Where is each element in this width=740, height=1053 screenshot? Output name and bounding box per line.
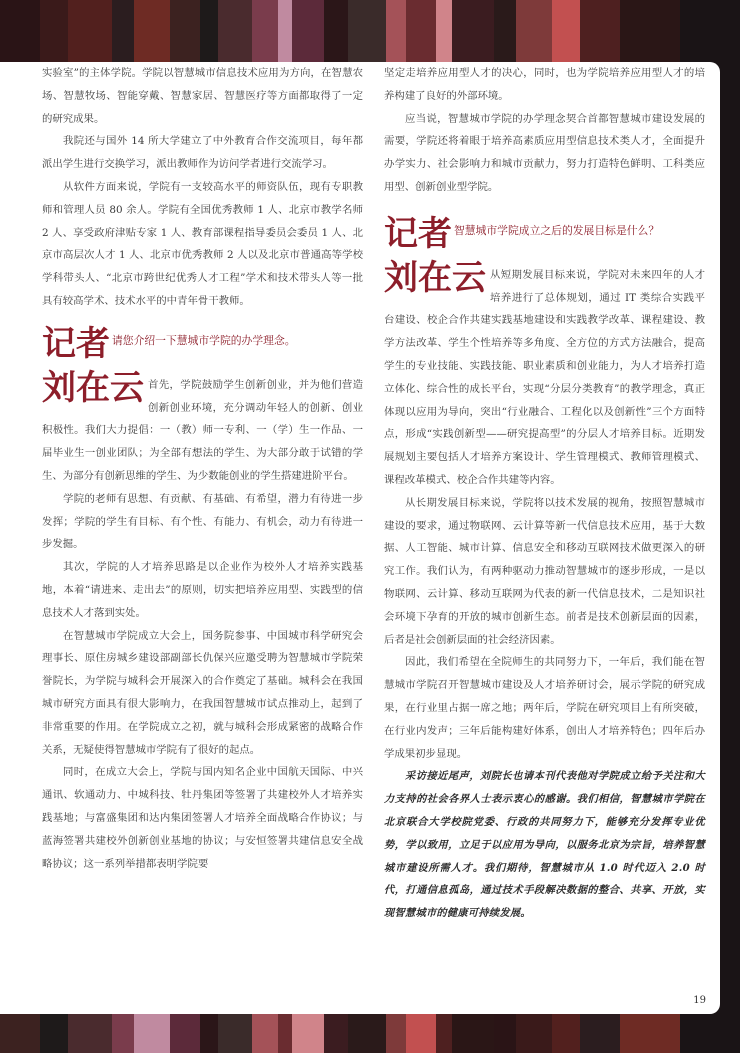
band-stripe [112,1014,134,1053]
magazine-page [0,62,720,1014]
closing-note [384,765,705,925]
band-stripe [580,0,620,62]
top-color-band [0,0,740,62]
paragraph: 从长期发展目标来说，学院将以技术发展的视角，按照智慧城市建设的要求，通过物联网、云计算等新一代信息技术应用，基于大数据、人工智能、城市计算、信息安全和移动互联网技术做更深入的研究工作。我们认为，有两种驱动力推动智慧城市的逐步形成，一是以物联网、云计算、移动互联网为代表的新一代信息技术，二是知识社会环境下孕育的开放的城市创新生态。前者是技术创新层面的因素，后者是社会创新层面的社会经济因素。 [384,496,705,646]
band-stripe [620,0,680,62]
band-stripe [516,0,552,62]
band-stripe [452,0,494,62]
paragraph: 我院还与国外 14 所大学建立了中外教育合作交流项目，每年都派出学生进行交换学习，派出教师作为访问学者进行交流学习。 [42,135,363,171]
bottom-color-band [0,1014,740,1053]
band-stripe [552,1014,580,1053]
band-stripe [436,0,452,62]
band-stripe [324,1014,348,1053]
band-stripe [620,1014,680,1053]
band-stripe [170,1014,200,1053]
answerer-label: 刘在云 [42,367,144,408]
band-stripe [0,1014,40,1053]
paragraph: 从短期发展目标来说，学院对未来四年的人才培养进行了总体规划，通过 IT 类综合实践平台建设、校企合作共建实践基地建设和实践教学改革、课程建设、教学方法改革、学生个性培养等多角度、全方位的方式方法融合，提高学生的专业技能、实践技能、职业素质和创业能力，为人才培养打造立体化、综合性的成长平台，实现“分层分类教育”的教学理念，真正体现以应用为导向，突出“行业融合、工程化以及创新性”三个方面特点，形成“实践创新型——研究提高型”的分层人才培养目标。近期发展规划主要包括人才培养方案设计、学生管理模式、教师管理模式、课程改革模式、校企合作共建等内容。 [384,268,705,486]
band-stripe [278,1014,292,1053]
paragraph: 应当说，智慧城市学院的办学理念契合首都智慧城市建设发展的需要，学院还将着眼于培养高素质应用型信息技术类人才，全面提升办学实力、社会影响力和城市贡献力，努力打造特色鲜明、工科类应用型、创新创业型学院。 [384,112,705,193]
paragraph: 首先，学院鼓励学生创新创业，并为他们营造创新创业环境，充分调动年轻人的创新、创业积极性。我们大力提倡：一（教）师一专利、一（学）生一作品、一届毕业生一创业团队；为全部有想法的学生、为大部分敢于试错的学生、为部分有创新思维的学生、为少数能创业的学生搭建进阶平台。 [42,378,363,482]
band-stripe [200,1014,218,1053]
closing-paragraph: 采访接近尾声，刘院长也请本刊代表他对学院成立给予关注和大力支持的社会各界人士表示衷心的感谢。我们相信，智慧城市学院在北京联合大学校院党委、行政的共同努力下，能够充分发挥专业优势，学以致用，立足于以应用为导向，以服务北京为宗旨，培养智慧城市建设所需人才。我们期待，智慧城市从 1.0 时代迈入 2.0 时代，打通信息孤岛，通过技术手段解决数据的整合、共享、开放，实现智慧城市的健康可持续发展。 [384,770,705,920]
band-stripe [436,1014,452,1053]
band-stripe [292,1014,324,1053]
right-column [384,62,705,925]
interview-question: 请您介绍一下慧城市学院的办学理念。 [112,333,296,347]
band-stripe [134,0,170,62]
interview-block-1 [42,323,363,876]
paragraph: 从软件方面来说，学院有一支较高水平的师资队伍，现有专职教师和管理人员 80 余人。学院有全国优秀教师 1 人、北京市教学名师 2 人、享受政府津贴专家 1 人、教育部课程指导委员会委员 1 人、北京市高层次人才 1 人、北京市优秀教师 2 人以及北京市普通高等学校学科带头人、“北京市跨世纪优秀人才工程”学术和技术带头人等一批具有较高学术、技术水平的中青年骨干教师。 [42,180,363,307]
band-stripe [68,1014,112,1053]
band-stripe [0,0,40,62]
band-stripe [516,1014,552,1053]
paragraph: 在智慧城市学院成立大会上，国务院参事、中国城市科学研究会理事长、原住房城乡建设部副部长仇保兴应邀受聘为智慧城市学院荣誉院长，为学院与城科会开展深入的合作奠定了基础。城科会在我国城市研究方面具有很大影响力，在我国智慧城市试点推动上，起到了非常重要的作用。在学院成立之初，就与城科会形成紧密的战略合作关系，无疑使得智慧城市学院有了很好的起点。 [42,629,363,756]
band-stripe [324,0,348,62]
paragraph: 坚定走培养应用型人才的决心，同时，也为学院培养应用型人才的培养构建了良好的外部环境。 [384,67,705,102]
band-stripe [580,1014,620,1053]
band-stripe [494,0,516,62]
paragraph: 因此，我们希望在全院师生的共同努力下，一年后，我们能在智慧城市学院召开智慧城市建设及人才培养研讨会，展示学院的研究成果，在行业里占据一席之地；两年后，学院在研究项目上有所突破，在行业内发声；三年后能构建好体系，创出人才培养特色；四年后办学成果初步显现。 [384,656,705,760]
band-stripe [406,1014,436,1053]
band-stripe [348,0,386,62]
band-stripe [406,0,436,62]
band-stripe [68,0,112,62]
band-stripe [200,0,218,62]
answerer-label: 刘在云 [384,257,486,298]
band-stripe [386,1014,406,1053]
interview-question: 智慧城市学院成立之后的发展目标是什么？ [454,223,660,237]
band-stripe [348,1014,386,1053]
band-stripe [170,0,200,62]
reporter-label: 记者 [384,213,452,254]
band-stripe [252,1014,278,1053]
band-stripe [278,0,292,62]
reporter-label: 记者 [42,323,110,364]
paragraph: 其次，学院的人才培养思路是以企业作为校外人才培养实践基地，本着“请进来、走出去”的原则，切实把培养应用型、实践型的信息技术人才落到实处。 [42,561,363,619]
band-stripe [40,0,68,62]
band-stripe [552,0,580,62]
paragraph: 学院的老师有思想、有贡献、有基础、有希望，潜力有待进一步发挥；学院的学生有目标、有个性、有能力、有机会，动力有待进一步发掘。 [42,492,363,551]
band-stripe [134,1014,170,1053]
paragraph: 实验室”的主体学院。学院以智慧城市信息技术应用为方向，在智慧农场、智慧牧场、智能穿戴、智慧家居、智慧医疗等方面都取得了一定的研究成果。 [42,67,363,125]
band-stripe [218,1014,252,1053]
page-number: 19 [693,995,706,1006]
band-stripe [112,0,134,62]
band-stripe [494,1014,516,1053]
left-column [42,62,363,875]
band-stripe [386,0,406,62]
band-stripe [292,0,324,62]
paragraph: 同时，在成立大会上，学院与国内知名企业中国航天国际、中兴通讯、软通动力、中城科技、牡丹集团等签署了共建校外人才培养实践基地；与富盛集团和达内集团签署人才培养全面战略合作协议；与蓝海签署共建校外创新创业基地的协议；与安恒签署共建信息安全战略协议；这一系列举措都表明学院要 [42,766,363,870]
band-stripe [40,1014,68,1053]
band-stripe [252,0,278,62]
band-stripe [452,1014,494,1053]
interview-block-2 [384,213,705,766]
band-stripe [218,0,252,62]
